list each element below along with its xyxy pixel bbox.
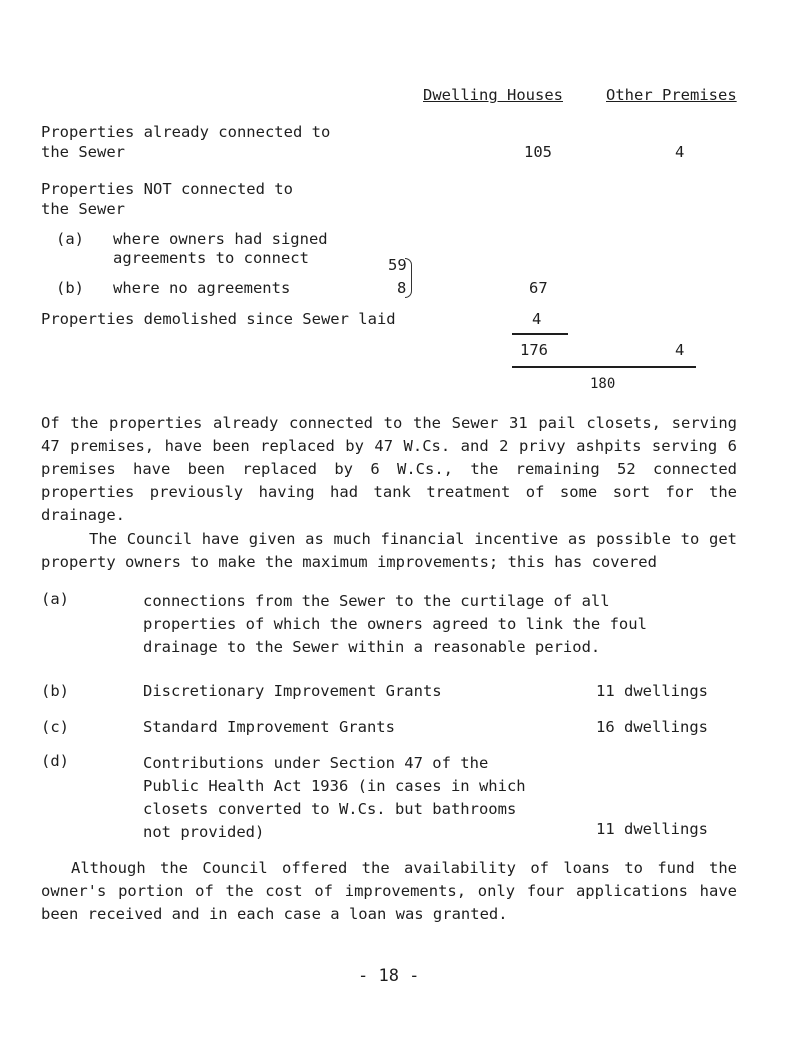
list-d-text: Contributions under Section 47 of the Public Health Act 1936 (in cases in which closets converted to W.Cs. but bathrooms not provided): [143, 754, 526, 841]
subtotal-other: 4: [675, 341, 685, 359]
row-not-connected-label-1: Properties NOT connected to: [41, 180, 293, 198]
sub-a-label: (a): [56, 230, 84, 248]
list-c-text: Standard Improvement Grants: [143, 718, 395, 736]
page-number: - 18 -: [358, 966, 420, 986]
row-connected-label-1: Properties already connected to: [41, 123, 331, 141]
row-demolished-label: Properties demolished since Sewer laid: [41, 310, 396, 328]
demolished-dwelling-value: 4: [532, 310, 542, 328]
sub-a-text-2: agreements to connect: [113, 249, 309, 267]
subtotal-rule: [512, 333, 568, 335]
paragraph-loans: Although the Council offered the availability of loans to fund the owner's portion of the cost of improvements, only four applications have been received and in each case a loan was granted.: [41, 859, 737, 923]
list-a-text: connections from the Sewer to the curtilage of all properties of which the owners agreed to link the foul drainage to the Sewer within a reasonable period.: [143, 592, 647, 656]
list-c-value: 16 dwellings: [596, 718, 708, 736]
col-header-dwelling-houses: Dwelling Houses: [423, 86, 563, 104]
paragraph-financial-incentive: The Council have given as much financial incentive as possible to get property owners to make the maximum improvements; this has covered: [41, 530, 737, 571]
list-a-label: (a): [41, 590, 69, 608]
paragraph-pail-closets: Of the properties already connected to the Sewer 31 pail closets, serving 47 premises, have been replaced by 47 W.Cs. and 2 privy ashpits serving 6 premises have been replaced by 6 W.Cs., the remaining 52 connected properties previously having had tank treatment of some sort for the drainage.: [41, 414, 737, 524]
grand-total: 180: [590, 376, 616, 392]
sub-a-text-1: where owners had signed: [113, 230, 328, 248]
list-d-label: (d): [41, 752, 69, 770]
list-d-value: 11 dwellings: [596, 820, 708, 838]
row-connected-label-2: the Sewer: [41, 143, 125, 161]
connected-other-value: 4: [675, 143, 685, 161]
total-rule: [512, 366, 696, 368]
sub-b-label: (b): [56, 279, 84, 297]
brace-bracket: [405, 258, 412, 298]
list-b-label: (b): [41, 682, 69, 700]
connected-dwelling-value: 105: [524, 143, 552, 161]
list-b-value: 11 dwellings: [596, 682, 708, 700]
subtotal-dwelling: 176: [520, 341, 548, 359]
sub-b-value: 8: [397, 279, 407, 297]
col-header-other-premises: Other Premises: [606, 86, 737, 104]
not-connected-total: 67: [529, 279, 548, 297]
sub-b-text: where no agreements: [113, 279, 291, 297]
list-b-text: Discretionary Improvement Grants: [143, 682, 442, 700]
list-c-label: (c): [41, 718, 69, 736]
sub-a-value: 59: [388, 256, 407, 274]
row-not-connected-label-2: the Sewer: [41, 200, 125, 218]
